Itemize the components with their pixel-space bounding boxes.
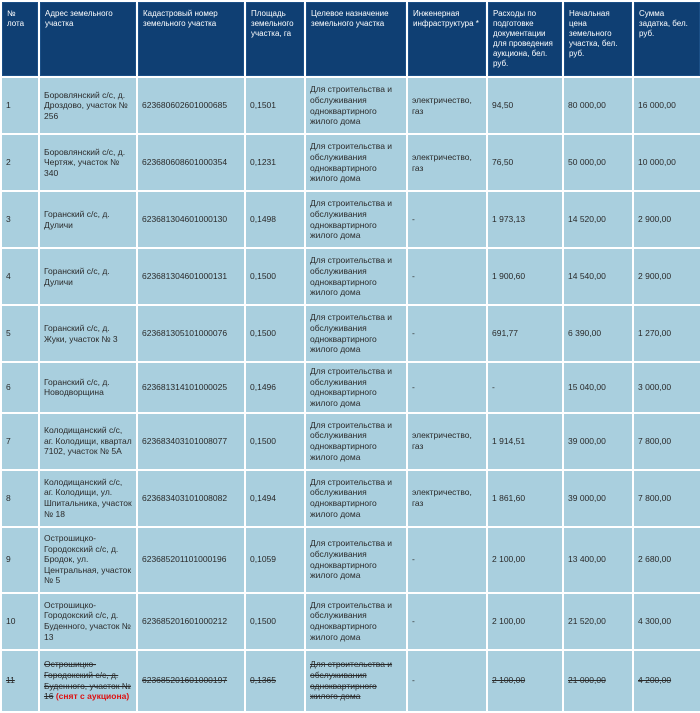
cell-deposit: 2 680,00 [634, 528, 700, 592]
cell-costs: 2 100,00 [488, 528, 562, 592]
cell-cadastral: 623681305101000076 [138, 306, 244, 361]
table-row [2, 594, 700, 649]
cell-address: Горанский с/с, д. Дуличи [40, 249, 136, 304]
cell-lot: 9 [2, 528, 38, 592]
table-row [2, 249, 700, 304]
cell-costs: 1 973,13 [488, 192, 562, 247]
header-deposit: Сумма задатка, бел. руб. [634, 2, 700, 76]
cell-costs: 691,77 [488, 306, 562, 361]
cell-infra: - [408, 249, 486, 304]
cell-lot: 11 [2, 651, 38, 711]
header-area: Площадь земельного участка, га [246, 2, 304, 76]
cell-area: 0,1496 [246, 363, 304, 412]
cell-purpose: Для строительства и обслуживания одноквартирного жилого дома [306, 471, 406, 526]
cell-price: 15 040,00 [564, 363, 632, 412]
cell-infra: электричество, газ [408, 135, 486, 190]
cell-deposit: 10 000,00 [634, 135, 700, 190]
table-row [2, 471, 700, 526]
removed-address: Острошицко-Городокский с/с, д. Буденного, участок № 16 [44, 659, 131, 702]
cell-costs: 1 900,60 [488, 249, 562, 304]
cell-infra: электричество, газ [408, 414, 486, 469]
header-cadastral: Кадастровый номер земельного участка [138, 2, 244, 76]
cell-infra: - [408, 651, 486, 711]
cell-infra: электричество, газ [408, 78, 486, 133]
cell-infra: - [408, 192, 486, 247]
cell-price: 13 400,00 [564, 528, 632, 592]
cell-purpose: Для строительства и обслуживания одноквартирного жилого дома [306, 651, 406, 711]
cell-area: 0,1494 [246, 471, 304, 526]
cell-area: 0,1500 [246, 306, 304, 361]
cell-costs: 1 914,51 [488, 414, 562, 469]
cell-infra: - [408, 306, 486, 361]
cell-deposit: 3 000,00 [634, 363, 700, 412]
header-address: Адрес земельного участка [40, 2, 136, 76]
cell-purpose: Для строительства и обслуживания одноквартирного жилого дома [306, 135, 406, 190]
cell-costs: 2 100,00 [488, 651, 562, 711]
cell-purpose: Для строительства и обслуживания одноквартирного жилого дома [306, 414, 406, 469]
cell-cadastral: 623680602601000685 [138, 78, 244, 133]
cell-address: Боровлянский с/с, д. Чертяж, участок № 340 [40, 135, 136, 190]
cell-deposit: 2 900,00 [634, 192, 700, 247]
cell-lot: 10 [2, 594, 38, 649]
cell-cadastral: 623685201101000196 [138, 528, 244, 592]
table-row [2, 414, 700, 469]
cell-cadastral: 623685201601000212 [138, 594, 244, 649]
cell-infra: - [408, 363, 486, 412]
cell-price: 50 000,00 [564, 135, 632, 190]
header-lot: № лота [2, 2, 38, 76]
cell-address: Колодищанский с/с, аг. Колодищи, квартал 7102, участок № 5А [40, 414, 136, 469]
table-row [2, 135, 700, 190]
table-row [2, 363, 700, 412]
header-price: Начальная цена земельного участка, бел. руб. [564, 2, 632, 76]
cell-area: 0,1500 [246, 414, 304, 469]
cell-costs: - [488, 363, 562, 412]
cell-infra: - [408, 594, 486, 649]
cell-area: 0,1059 [246, 528, 304, 592]
cell-purpose: Для строительства и обслуживания одноквартирного жилого дома [306, 78, 406, 133]
table-row-removed [2, 651, 700, 711]
cell-cadastral: 623681304601000131 [138, 249, 244, 304]
cell-purpose: Для строительства и обслуживания одноквартирного жилого дома [306, 306, 406, 361]
cell-cadastral: 623683403101008082 [138, 471, 244, 526]
cell-costs: 94,50 [488, 78, 562, 133]
cell-infra: - [408, 528, 486, 592]
cell-area: 0,1500 [246, 249, 304, 304]
cell-purpose: Для строительства и обслуживания одноквартирного жилого дома [306, 363, 406, 412]
cell-lot: 4 [2, 249, 38, 304]
table-row [2, 306, 700, 361]
cell-address: Острошицко-Городокский с/с, д. Буденного, участок № 13 [40, 594, 136, 649]
cell-price: 21 520,00 [564, 594, 632, 649]
cell-deposit: 4 200,00 [634, 651, 700, 711]
cell-cadastral: 623680608601000354 [138, 135, 244, 190]
cell-lot: 8 [2, 471, 38, 526]
cell-deposit: 16 000,00 [634, 78, 700, 133]
cell-cadastral: 623681314101000025 [138, 363, 244, 412]
cell-area: 0,1501 [246, 78, 304, 133]
cell-address: Колодищанский с/с, аг. Колодищи, ул. Шпитальника, участок № 18 [40, 471, 136, 526]
cell-purpose: Для строительства и обслуживания одноквартирного жилого дома [306, 249, 406, 304]
cell-cadastral: 623683403101008077 [138, 414, 244, 469]
table-row [2, 192, 700, 247]
cell-address: Горанский с/с, д. Новодворщина [40, 363, 136, 412]
header-purpose: Целевое назначение земельного участка [306, 2, 406, 76]
cell-address: Боровлянский с/с, д. Дроздово, участок № 256 [40, 78, 136, 133]
cell-deposit: 7 800,00 [634, 471, 700, 526]
cell-deposit: 2 900,00 [634, 249, 700, 304]
cell-cadastral: 623685201601000197 [138, 651, 244, 711]
cell-lot: 7 [2, 414, 38, 469]
cell-lot: 6 [2, 363, 38, 412]
cell-area: 0,1498 [246, 192, 304, 247]
cell-price: 14 520,00 [564, 192, 632, 247]
cell-deposit: 1 270,00 [634, 306, 700, 361]
cell-address: Горанский с/с, д. Дуличи [40, 192, 136, 247]
cell-purpose: Для строительства и обслуживания одноквартирного жилого дома [306, 528, 406, 592]
cell-infra: электричество, газ [408, 471, 486, 526]
cell-costs: 1 861,60 [488, 471, 562, 526]
cell-address [40, 651, 136, 711]
cell-deposit: 7 800,00 [634, 414, 700, 469]
cell-area: 0,1231 [246, 135, 304, 190]
cell-price: 80 000,00 [564, 78, 632, 133]
table-row [2, 78, 700, 133]
cell-price: 14 540,00 [564, 249, 632, 304]
cell-lot: 1 [2, 78, 38, 133]
header-costs: Расходы по подготовке документации для проведения аукциона, бел. руб. [488, 2, 562, 76]
table-row [2, 528, 700, 592]
cell-costs: 2 100,00 [488, 594, 562, 649]
cell-purpose: Для строительства и обслуживания одноквартирного жилого дома [306, 594, 406, 649]
header-infra: Инженерная инфраструктура * [408, 2, 486, 76]
cell-cadastral: 623681304601000130 [138, 192, 244, 247]
removed-note: (снят с аукциона) [55, 691, 130, 702]
cell-price: 21 000,00 [564, 651, 632, 711]
cell-area: 0,1365 [246, 651, 304, 711]
cell-lot: 5 [2, 306, 38, 361]
cell-price: 39 000,00 [564, 471, 632, 526]
cell-price: 6 390,00 [564, 306, 632, 361]
table-header-row [2, 2, 700, 76]
cell-lot: 3 [2, 192, 38, 247]
cell-area: 0,1500 [246, 594, 304, 649]
cell-price: 39 000,00 [564, 414, 632, 469]
cell-address: Горанский с/с, д. Жуки, участок № 3 [40, 306, 136, 361]
cell-costs: 76,50 [488, 135, 562, 190]
cell-purpose: Для строительства и обслуживания одноквартирного жилого дома [306, 192, 406, 247]
cell-deposit: 4 300,00 [634, 594, 700, 649]
cell-lot: 2 [2, 135, 38, 190]
cell-address: Острошицко-Городокский с/с, д. Бродок, ул. Центральная, участок № 5 [40, 528, 136, 592]
